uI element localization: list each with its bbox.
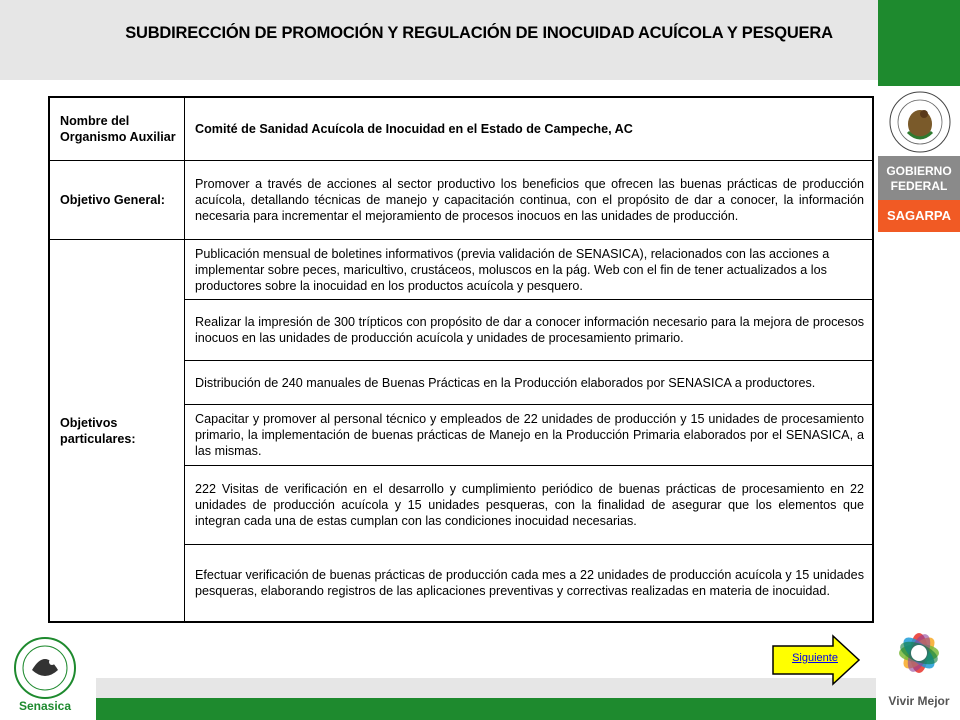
senasica-logo [6, 634, 84, 714]
senasica-text: Senasica [18, 699, 72, 713]
mexico-emblem-icon [884, 88, 956, 156]
vivir-mejor-text: Vivir Mejor [888, 694, 950, 708]
footer-green-band [96, 698, 876, 720]
table-row [49, 240, 873, 300]
green-bar [878, 0, 960, 86]
footer-gray-band [96, 678, 876, 698]
federal-text: FEDERAL [890, 179, 948, 193]
particular-objectives-label: Objetivos particulares: [49, 240, 185, 623]
organism-label: Nombre del Organismo Auxiliar [49, 97, 185, 161]
sagarpa-logo: SAGARPA [878, 200, 960, 232]
table-row [49, 161, 873, 240]
organism-table [48, 96, 874, 623]
particular-objective-item: Distribución de 240 manuales de Buenas Prácticas en la Producción elaborados por SENASICA a productores. [185, 361, 874, 405]
general-objective-value: Promover a través de acciones al sector productivo los beneficios que ofrecen las buenas prácticas de producción acuícola, detallando técnicas de manejo y capacitación continua, con el propósito de dar a conocer, la información necesaria para incrementar el mejoramiento de procesos inocuos en las unidades de producción. [185, 161, 874, 240]
page-title: SUBDIRECCIÓN DE PROMOCIÓN Y REGULACIÓN DE INOCUIDAD ACUÍCOLA Y PESQUERA [125, 24, 833, 42]
particular-objective-item: 222 Visitas de verificación en el desarrollo y cumplimiento periódico de buenas prácticas de procesamiento en 22 unidades de producción acuícola y 15 unidades pesqueras, con la finalidad de asegurar que los elementos que integran cada una de estas cumplan con las condiciones inocuidad necesarias. [185, 466, 874, 545]
particular-objective-item: Realizar la impresión de 300 trípticos con propósito de dar a conocer información necesario para la mejora de procesos inocuos en las unidades de producción acuícola y unidades de procesamiento primario. [185, 300, 874, 361]
particular-objective-item: Publicación mensual de boletines informativos (previa validación de SENASICA), relacionados con las acciones a implementar sobre peces, maricultivo, crustáceos, moluscos en la pág. Web con el fin de tener actualizados a los productores sobre la inocuidad en los productos acuícola y pesquero. [185, 240, 874, 300]
table-row [49, 97, 873, 161]
organism-value: Comité de Sanidad Acuícola de Inocuidad en el Estado de Campeche, AC [185, 97, 874, 161]
particular-objective-item: Efectuar verificación de buenas prácticas de producción cada mes a 22 unidades de producción acuícola y 15 unidades pesqueras, elaborando registros de las aplicaciones preventivas y correctivas realizadas en materia de inocuidad. [185, 545, 874, 623]
general-objective-label: Objetivo General: [49, 161, 185, 240]
vivir-mejor-icon [886, 620, 952, 686]
next-link[interactable]: Siguiente [792, 652, 838, 664]
particular-objective-item: Capacitar y promover al personal técnico y empleados de 22 unidades de producción y 15 unidades de procesamiento primario, la implementación de buenas prácticas de Manejo en la Producción Primaria elaborados por el SENASICA, a las mismas. [185, 405, 874, 466]
gobierno-text: GOBIERNO [886, 164, 952, 178]
gobierno-federal-logo [878, 156, 960, 200]
right-brand-panel [878, 0, 960, 720]
